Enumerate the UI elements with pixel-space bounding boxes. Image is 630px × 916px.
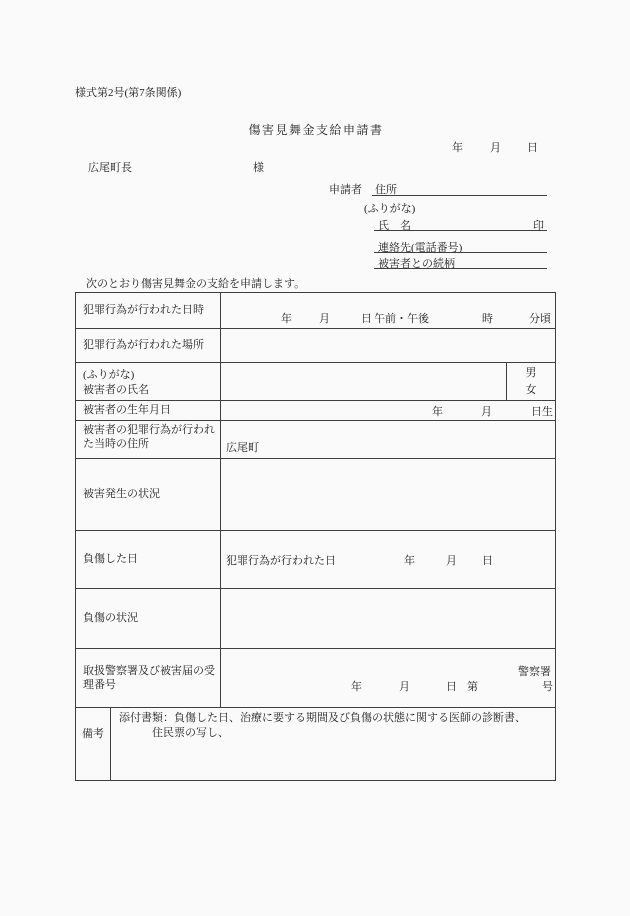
- police-year-label: 年: [351, 681, 362, 693]
- crime-datetime-minute-label: 分頃: [529, 313, 551, 325]
- row-police-label: 取扱警察署及び被害届の受理番号: [76, 649, 221, 707]
- applicant-name-underline: [374, 230, 547, 231]
- row-police: [76, 648, 555, 707]
- row-injury-date: [76, 530, 555, 588]
- victim-furigana-label: (ふりがな): [83, 369, 135, 381]
- crime-datetime-month-label: 月: [319, 313, 330, 325]
- applicant-contact-underline: [374, 252, 547, 253]
- injury-date-day-label: 日: [482, 554, 493, 567]
- applicant-furigana-label: (ふりがな): [364, 203, 416, 215]
- row-victim-birth-label: 被害者の生年月日: [76, 401, 221, 420]
- injury-date-month-label: 月: [446, 554, 457, 567]
- police-day-label: 日: [446, 681, 457, 693]
- police-station-label: 警察署: [518, 666, 551, 678]
- crime-datetime-year-label: 年: [281, 313, 292, 325]
- application-table: [75, 292, 556, 781]
- remarks-label: 備考: [76, 708, 111, 780]
- page-title: 傷害見舞金支給申請書: [248, 123, 384, 137]
- applicant-address-underline: [372, 195, 547, 196]
- header-date-day-label: 日: [527, 142, 538, 154]
- police-no-prefix-label: 第: [467, 681, 478, 693]
- row-damage-situation-label: 被害発生の状況: [76, 459, 221, 530]
- gender-male-label: 男: [525, 367, 537, 380]
- crime-datetime-ampm-label: 午前・午後: [374, 313, 429, 325]
- row-victim-address-value: [221, 421, 555, 458]
- row-victim-birth: [76, 400, 555, 420]
- birth-month-label: 月: [481, 405, 492, 418]
- row-victim-name-value: [221, 363, 506, 400]
- row-damage-situation-value: [221, 459, 555, 530]
- applicant-seal-label: 印: [533, 220, 544, 232]
- applicant-label: 申請者: [329, 184, 362, 196]
- addressee-honorific: 様: [253, 162, 264, 174]
- police-no-suffix-label: 号: [542, 681, 553, 693]
- row-police-value: [221, 649, 555, 707]
- crime-datetime-day-label: 日: [361, 313, 372, 325]
- row-injury-condition-value: [221, 589, 555, 648]
- row-injury-condition-label: 負傷の状況: [76, 589, 221, 648]
- row-remarks: [76, 707, 555, 780]
- row-crime-place-label: 犯罪行為が行われた場所: [76, 329, 221, 362]
- birth-year-label: 年: [432, 405, 443, 418]
- injury-date-year-label: 年: [404, 554, 415, 567]
- gender-female-label: 女: [525, 383, 537, 396]
- victim-name-label: 被害者の氏名: [83, 384, 149, 396]
- form-number: 様式第2号(第7条関係): [75, 87, 182, 99]
- row-crime-datetime-label: 犯罪行為が行われた日時: [76, 293, 221, 328]
- injury-date-prefix: 犯罪行為が行われた日: [226, 554, 336, 567]
- header-date-year-label: 年: [452, 142, 463, 154]
- row-crime-datetime: [76, 293, 555, 328]
- crime-datetime-hour-label: 時: [482, 313, 493, 325]
- row-victim-birth-value: [221, 401, 555, 420]
- row-crime-place-value: [221, 329, 555, 362]
- victim-address-town: 広尾町: [226, 442, 259, 454]
- row-victim-address-label: 被害者の犯罪行為が行われた当時の住所: [76, 421, 221, 458]
- remarks-line2: 住民票の写し、: [152, 727, 229, 739]
- row-injury-date-value: [221, 531, 555, 588]
- addressee-name: 広尾町長: [88, 162, 132, 174]
- applicant-contact-label: 連絡先(電話番号): [378, 242, 463, 254]
- header-date-month-label: 月: [490, 142, 501, 154]
- birth-day-label: 日生: [531, 405, 553, 418]
- row-injury-condition: [76, 588, 555, 648]
- intro-text: 次のとおり傷害見舞金の支給を申請します。: [86, 278, 306, 290]
- row-victim-name-label: [76, 363, 221, 400]
- applicant-relation-label: 被害者との続柄: [378, 258, 455, 270]
- row-victim-address: [76, 420, 555, 458]
- row-crime-place: [76, 328, 555, 362]
- remarks-line1: 添付書類：負傷した日、治療に要する期間及び負傷の状態に関する医師の診断書、: [119, 712, 526, 724]
- row-damage-situation: [76, 458, 555, 530]
- victim-gender-cell: [506, 363, 555, 400]
- applicant-relation-underline: [374, 268, 547, 269]
- row-victim-name: [76, 362, 555, 400]
- police-month-label: 月: [399, 681, 410, 693]
- row-injury-date-label: 負傷した日: [76, 531, 221, 588]
- applicant-name-label: 氏 名: [378, 220, 411, 232]
- applicant-address-label: 住所: [375, 184, 397, 196]
- row-crime-datetime-value: [221, 293, 555, 328]
- remarks-text: [111, 708, 555, 780]
